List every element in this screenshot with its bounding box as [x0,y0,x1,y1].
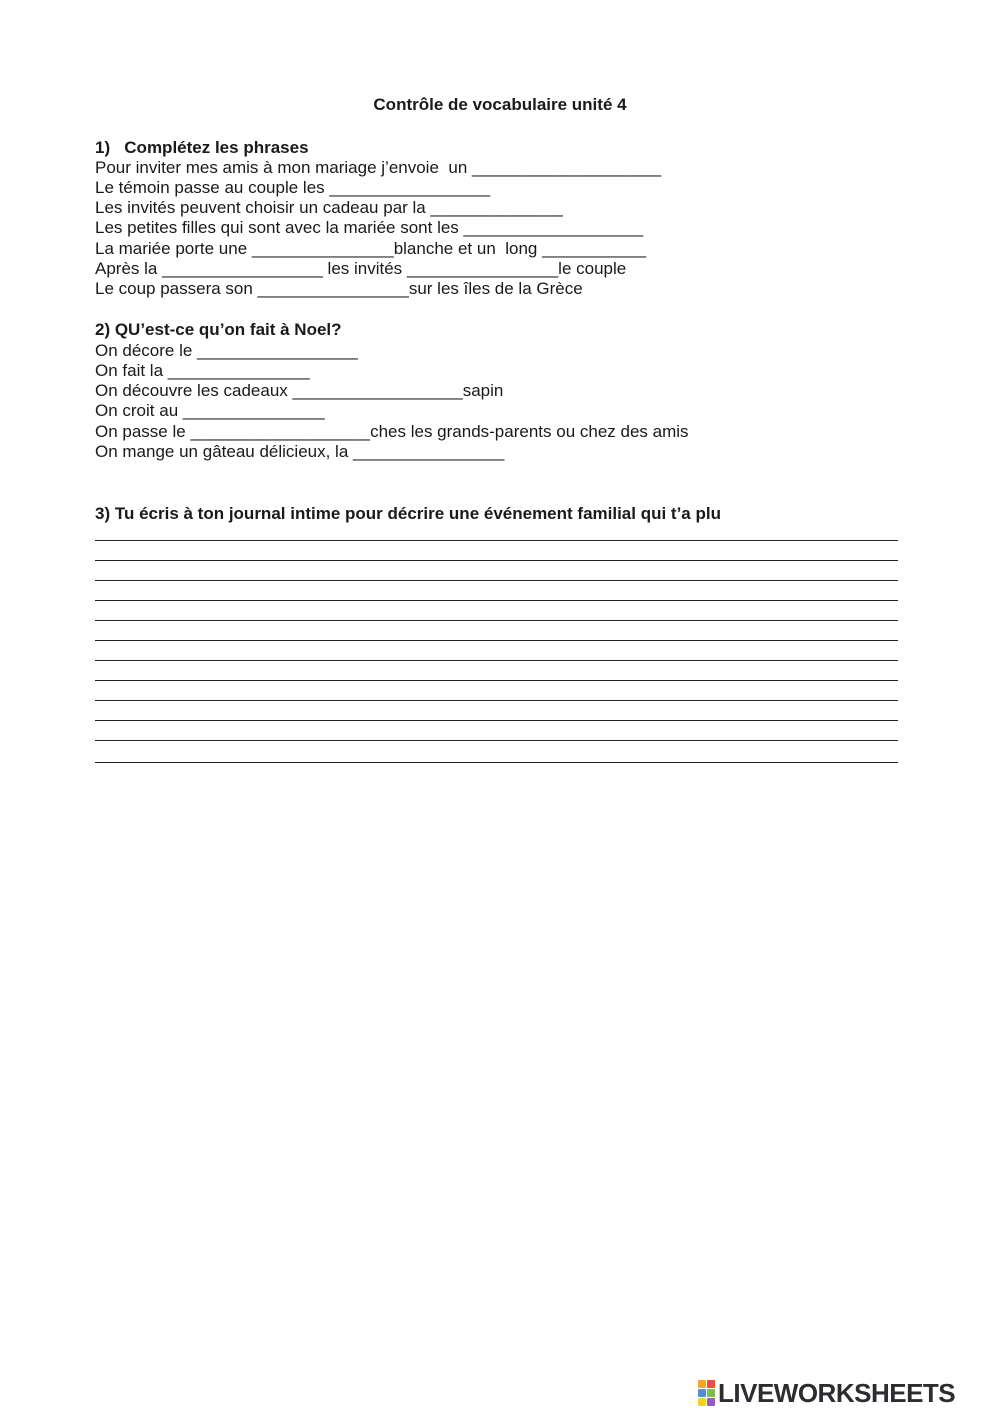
logo-text: LIVEWORKSHEETS [718,1377,956,1408]
section-2-heading: 2) QU’est-ce qu’on fait à Noel? [95,320,342,339]
section-1-line: Les petites filles qui sont avec la mariée sont les ___________________ [95,218,644,237]
writing-line[interactable] [95,540,898,541]
logo-square [707,1380,715,1388]
liveworksheets-logo[interactable] [698,1377,956,1408]
writing-line[interactable] [95,680,898,681]
logo-square [698,1380,706,1388]
logo-square [707,1389,715,1397]
logo-square [698,1389,706,1397]
logo-square [707,1398,715,1406]
section-2-line: On mange un gâteau délicieux, la ________________ [95,442,505,461]
section-1-line: Après la _________________ les invités ________________le couple [95,259,627,278]
section-2-line: On croit au _______________ [95,401,325,420]
section-2-line: On fait la _______________ [95,361,310,380]
writing-line[interactable] [95,720,898,721]
writing-line[interactable] [95,580,898,581]
section-1-line: La mariée porte une _______________blanche et un long ___________ [95,239,647,258]
writing-line[interactable] [95,600,898,601]
section-2-line: On passe le ___________________ches les grands-parents ou chez des amis [95,422,689,441]
section-2-line: On découvre les cadeaux __________________sapin [95,381,504,400]
writing-line[interactable] [95,560,898,561]
writing-line[interactable] [95,640,898,641]
section-3-heading: 3) Tu écris à ton journal intime pour décrire une événement familial qui t’a plu [95,504,721,523]
section-2-line: On décore le _________________ [95,341,358,360]
writing-line[interactable] [95,660,898,661]
section-1-line: Pour inviter mes amis à mon mariage j’envoie un ____________________ [95,158,662,177]
page-title: Contrôle de vocabulaire unité 4 [373,95,627,114]
section-1-line: Le coup passera son ________________sur les îles de la Grèce [95,279,583,298]
writing-line[interactable] [95,700,898,701]
section-1-line: Les invités peuvent choisir un cadeau par la ______________ [95,198,563,217]
logo-square [698,1398,706,1406]
writing-line[interactable] [95,740,898,741]
writing-line[interactable] [95,620,898,621]
section-1-heading: 1) Complétez les phrases [95,138,309,157]
writing-line[interactable] [95,762,898,763]
section-1-line: Le témoin passe au couple les _________________ [95,178,491,197]
liveworksheets-logo-icon [698,1380,715,1406]
